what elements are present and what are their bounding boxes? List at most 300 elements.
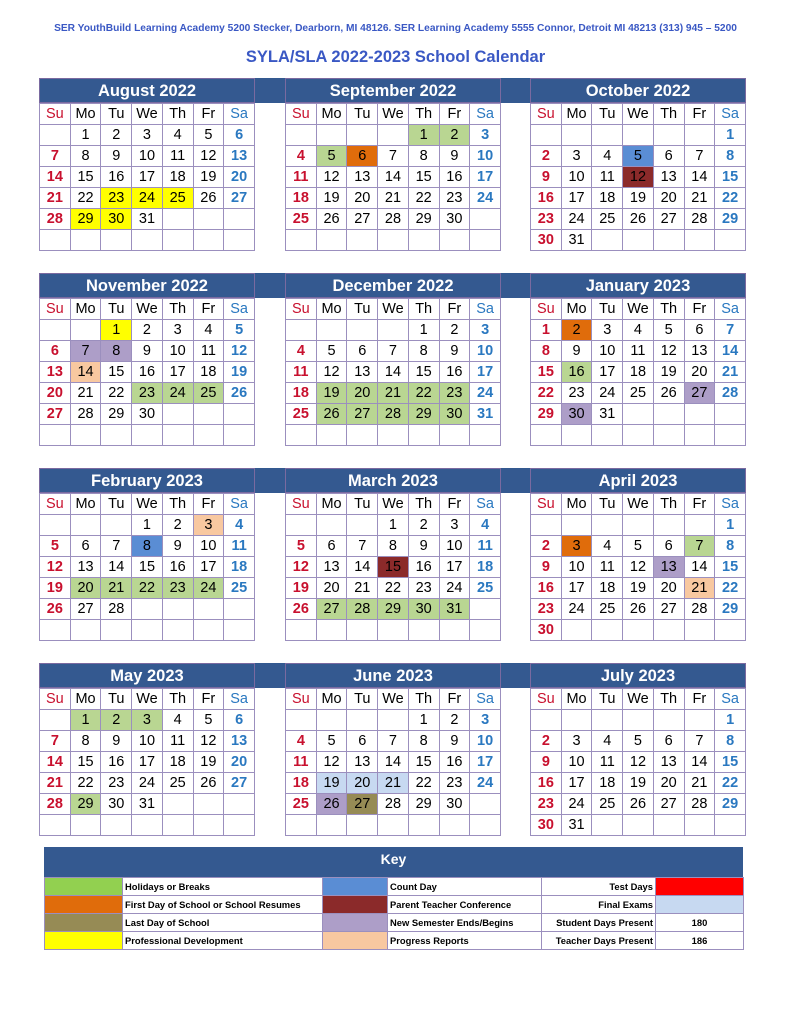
day-cell: 7 [684, 731, 715, 752]
empty-cell [286, 815, 317, 836]
empty-cell [162, 599, 193, 620]
day-cell: 13 [653, 752, 684, 773]
empty-cell [40, 320, 71, 341]
month-title: August 2022 [39, 78, 255, 103]
day-cell: 21 [715, 362, 746, 383]
day-cell: 11 [592, 557, 623, 578]
day-cell: 29 [715, 794, 746, 815]
day-cell: 26 [623, 794, 654, 815]
day-cell: 22 [408, 383, 439, 404]
empty-cell [684, 425, 715, 446]
day-cell: 2 [408, 515, 439, 536]
empty-cell [193, 230, 224, 251]
day-cell: 3 [561, 731, 592, 752]
day-cell: 24 [561, 794, 592, 815]
empty-cell [316, 320, 347, 341]
day-cell: 13 [316, 557, 347, 578]
day-cell: 29 [408, 209, 439, 230]
weekday-header: We [378, 689, 409, 710]
day-cell: 11 [162, 146, 193, 167]
day-cell: 11 [623, 341, 654, 362]
day-cell: 27 [347, 404, 378, 425]
empty-cell [592, 515, 623, 536]
empty-cell [439, 620, 470, 641]
day-cell: 27 [224, 188, 255, 209]
empty-cell [623, 404, 654, 425]
day-cell: 22 [408, 188, 439, 209]
month-table [530, 493, 746, 641]
day-cell: 2 [439, 125, 470, 146]
empty-cell [193, 209, 224, 230]
day-cell: 25 [623, 383, 654, 404]
day-cell: 6 [347, 146, 378, 167]
empty-cell [40, 515, 71, 536]
day-cell: 10 [561, 752, 592, 773]
day-cell: 30 [531, 620, 562, 641]
day-cell: 14 [684, 557, 715, 578]
day-cell: 31 [132, 794, 163, 815]
day-cell: 18 [592, 773, 623, 794]
key-title: Key [44, 847, 743, 877]
day-cell: 7 [40, 146, 71, 167]
empty-cell [347, 710, 378, 731]
day-cell: 9 [101, 731, 132, 752]
empty-cell [101, 815, 132, 836]
empty-cell [470, 794, 501, 815]
day-cell: 24 [193, 578, 224, 599]
day-cell: 15 [132, 557, 163, 578]
day-cell: 1 [715, 125, 746, 146]
day-cell: 23 [531, 209, 562, 230]
day-cell: 28 [684, 599, 715, 620]
day-cell: 28 [378, 209, 409, 230]
day-cell: 26 [286, 599, 317, 620]
day-cell: 1 [408, 320, 439, 341]
empty-cell [653, 620, 684, 641]
day-cell: 1 [715, 710, 746, 731]
day-cell: 5 [286, 536, 317, 557]
day-cell: 17 [470, 167, 501, 188]
empty-cell [715, 425, 746, 446]
day-cell: 5 [40, 536, 71, 557]
empty-cell [408, 425, 439, 446]
school-address-header: SER YouthBuild Learning Academy 5200 Stecker, Dearborn, MI 48126. SER Learning Academy 5555 Connor, Detroit MI 48213 (313) 945 – 5200 [54, 23, 737, 34]
empty-cell [561, 125, 592, 146]
day-cell: 16 [132, 362, 163, 383]
empty-cell [561, 515, 592, 536]
day-cell: 11 [470, 536, 501, 557]
day-cell: 4 [592, 146, 623, 167]
day-cell: 22 [70, 188, 101, 209]
empty-cell [193, 425, 224, 446]
day-cell: 12 [193, 146, 224, 167]
empty-cell [40, 620, 71, 641]
key-label: Progress Reports [388, 932, 542, 950]
empty-cell [653, 125, 684, 146]
day-cell: 4 [470, 515, 501, 536]
day-cell: 19 [316, 383, 347, 404]
day-cell: 11 [286, 362, 317, 383]
key-label: New Semester Ends/Begins [388, 914, 542, 932]
day-cell: 5 [623, 731, 654, 752]
day-cell: 18 [470, 557, 501, 578]
day-cell: 9 [561, 341, 592, 362]
empty-cell [132, 425, 163, 446]
empty-cell [592, 425, 623, 446]
key-label: Final Exams [542, 896, 656, 914]
day-cell: 25 [286, 794, 317, 815]
day-cell: 5 [193, 125, 224, 146]
empty-cell [162, 425, 193, 446]
day-cell: 21 [40, 188, 71, 209]
day-cell: 7 [715, 320, 746, 341]
day-cell: 6 [316, 536, 347, 557]
day-cell: 9 [162, 536, 193, 557]
day-cell: 3 [132, 710, 163, 731]
day-cell: 1 [101, 320, 132, 341]
month-table [285, 298, 501, 446]
key-table [44, 877, 744, 950]
day-cell: 23 [408, 578, 439, 599]
empty-cell [378, 320, 409, 341]
month-table [530, 103, 746, 251]
key-label: Last Day of School [123, 914, 323, 932]
day-cell: 23 [531, 599, 562, 620]
weekday-header: We [378, 104, 409, 125]
empty-cell [70, 620, 101, 641]
weekday-header: Mo [316, 494, 347, 515]
month-title: December 2022 [285, 273, 501, 298]
weekday-header: Fr [439, 689, 470, 710]
day-cell: 9 [531, 752, 562, 773]
day-cell: 27 [653, 794, 684, 815]
empty-cell [224, 599, 255, 620]
key-swatch [656, 878, 744, 896]
weekday-header: Tu [592, 689, 623, 710]
day-cell: 30 [439, 404, 470, 425]
weekday-header: Fr [439, 299, 470, 320]
day-cell: 9 [439, 146, 470, 167]
day-cell: 5 [623, 146, 654, 167]
day-cell: 20 [224, 167, 255, 188]
month-title: April 2023 [530, 468, 746, 493]
day-cell: 23 [439, 773, 470, 794]
day-cell: 20 [40, 383, 71, 404]
day-cell: 20 [347, 188, 378, 209]
day-cell: 1 [132, 515, 163, 536]
day-cell: 23 [101, 188, 132, 209]
day-cell: 11 [592, 167, 623, 188]
empty-cell [347, 515, 378, 536]
empty-cell [653, 710, 684, 731]
day-cell: 24 [470, 383, 501, 404]
day-cell: 11 [193, 341, 224, 362]
day-cell: 11 [592, 752, 623, 773]
day-cell: 22 [101, 383, 132, 404]
empty-cell [224, 230, 255, 251]
day-cell: 29 [408, 794, 439, 815]
empty-cell [653, 815, 684, 836]
day-cell: 7 [378, 341, 409, 362]
day-cell: 17 [592, 362, 623, 383]
day-cell: 20 [224, 752, 255, 773]
month-title: June 2023 [285, 663, 501, 688]
day-cell: 13 [347, 752, 378, 773]
day-cell: 25 [592, 209, 623, 230]
day-cell: 28 [378, 794, 409, 815]
empty-cell [531, 425, 562, 446]
day-cell: 12 [316, 752, 347, 773]
day-cell: 4 [286, 731, 317, 752]
day-cell: 17 [132, 167, 163, 188]
day-cell: 6 [224, 710, 255, 731]
day-cell: 29 [70, 794, 101, 815]
day-cell: 4 [193, 320, 224, 341]
day-cell: 18 [592, 188, 623, 209]
day-cell: 7 [684, 146, 715, 167]
day-cell: 2 [531, 536, 562, 557]
day-cell: 15 [531, 362, 562, 383]
month-october-2022 [530, 78, 746, 251]
day-cell: 20 [653, 773, 684, 794]
day-cell: 2 [162, 515, 193, 536]
month-june-2023 [285, 663, 501, 836]
month-title: January 2023 [530, 273, 746, 298]
empty-cell [224, 620, 255, 641]
key-swatch [45, 896, 123, 914]
weekday-header: Fr [193, 689, 224, 710]
empty-cell [70, 425, 101, 446]
weekday-header: Tu [592, 299, 623, 320]
day-cell: 20 [653, 578, 684, 599]
empty-cell [70, 815, 101, 836]
day-cell: 17 [470, 362, 501, 383]
day-cell: 17 [439, 557, 470, 578]
day-cell: 10 [561, 167, 592, 188]
day-cell: 5 [653, 320, 684, 341]
empty-cell [286, 425, 317, 446]
day-cell: 25 [592, 794, 623, 815]
key-swatch [656, 896, 744, 914]
key-swatch [323, 878, 388, 896]
empty-cell [684, 815, 715, 836]
day-cell: 28 [347, 599, 378, 620]
empty-cell [470, 620, 501, 641]
day-cell: 30 [439, 209, 470, 230]
empty-cell [470, 209, 501, 230]
weekday-header: Sa [715, 689, 746, 710]
day-cell: 12 [286, 557, 317, 578]
day-cell: 24 [439, 578, 470, 599]
day-cell: 10 [470, 146, 501, 167]
day-cell: 7 [684, 536, 715, 557]
day-cell: 16 [439, 752, 470, 773]
day-cell: 14 [347, 557, 378, 578]
day-cell: 13 [224, 146, 255, 167]
day-cell: 7 [378, 146, 409, 167]
day-cell: 10 [592, 341, 623, 362]
weekday-header: Su [286, 104, 317, 125]
legend-key [44, 847, 743, 950]
day-cell: 26 [316, 794, 347, 815]
empty-cell [623, 620, 654, 641]
weekday-header: Sa [470, 689, 501, 710]
day-cell: 13 [684, 341, 715, 362]
day-cell: 12 [623, 167, 654, 188]
weekday-header: Th [408, 494, 439, 515]
empty-cell [684, 404, 715, 425]
weekday-header: Fr [684, 299, 715, 320]
day-cell: 23 [439, 188, 470, 209]
day-cell: 31 [592, 404, 623, 425]
day-cell: 10 [132, 146, 163, 167]
day-cell: 24 [470, 188, 501, 209]
weekday-header: Th [408, 689, 439, 710]
day-cell: 18 [162, 167, 193, 188]
empty-cell [378, 125, 409, 146]
weekday-header: Sa [470, 494, 501, 515]
empty-cell [286, 230, 317, 251]
day-cell: 13 [653, 167, 684, 188]
empty-cell [101, 620, 132, 641]
empty-cell [378, 425, 409, 446]
empty-cell [653, 404, 684, 425]
empty-cell [378, 710, 409, 731]
day-cell: 8 [408, 731, 439, 752]
month-title: July 2023 [530, 663, 746, 688]
month-table [285, 493, 501, 641]
weekday-header: Su [40, 104, 71, 125]
day-cell: 31 [132, 209, 163, 230]
day-cell: 7 [378, 731, 409, 752]
empty-cell [132, 230, 163, 251]
header-band-connector [501, 663, 530, 688]
header-band-connector [501, 273, 530, 298]
day-cell: 17 [162, 362, 193, 383]
day-cell: 1 [408, 710, 439, 731]
empty-cell [684, 125, 715, 146]
day-cell: 31 [439, 599, 470, 620]
day-cell: 1 [408, 125, 439, 146]
day-cell: 6 [70, 536, 101, 557]
empty-cell [561, 425, 592, 446]
day-cell: 17 [470, 752, 501, 773]
day-cell: 20 [653, 188, 684, 209]
empty-cell [162, 209, 193, 230]
key-value: 180 [656, 914, 744, 932]
day-cell: 6 [347, 341, 378, 362]
day-cell: 29 [531, 404, 562, 425]
empty-cell [592, 620, 623, 641]
weekday-header: Su [531, 689, 562, 710]
day-cell: 8 [715, 536, 746, 557]
empty-cell [316, 515, 347, 536]
day-cell: 16 [408, 557, 439, 578]
empty-cell [561, 620, 592, 641]
key-row [45, 914, 744, 932]
empty-cell [592, 815, 623, 836]
day-cell: 14 [684, 167, 715, 188]
day-cell: 31 [561, 230, 592, 251]
weekday-header: Su [531, 494, 562, 515]
weekday-header: Su [286, 689, 317, 710]
day-cell: 20 [684, 362, 715, 383]
weekday-header: Th [653, 104, 684, 125]
day-cell: 22 [378, 578, 409, 599]
day-cell: 23 [561, 383, 592, 404]
empty-cell [132, 599, 163, 620]
empty-cell [531, 710, 562, 731]
day-cell: 28 [684, 794, 715, 815]
weekday-header: Fr [684, 494, 715, 515]
day-cell: 22 [715, 773, 746, 794]
month-table [285, 103, 501, 251]
header-band-connector [255, 468, 285, 493]
weekday-header: We [623, 299, 654, 320]
empty-cell [439, 425, 470, 446]
day-cell: 7 [347, 536, 378, 557]
month-table [530, 298, 746, 446]
day-cell: 13 [40, 362, 71, 383]
day-cell: 12 [40, 557, 71, 578]
day-cell: 3 [162, 320, 193, 341]
empty-cell [561, 710, 592, 731]
day-cell: 1 [531, 320, 562, 341]
day-cell: 4 [286, 146, 317, 167]
day-cell: 27 [70, 599, 101, 620]
day-cell: 17 [132, 752, 163, 773]
weekday-header: Tu [101, 299, 132, 320]
key-row [45, 932, 744, 950]
day-cell: 18 [286, 188, 317, 209]
day-cell: 22 [408, 773, 439, 794]
empty-cell [347, 620, 378, 641]
weekday-header: Sa [224, 299, 255, 320]
empty-cell [40, 710, 71, 731]
day-cell: 25 [286, 209, 317, 230]
day-cell: 28 [715, 383, 746, 404]
empty-cell [162, 815, 193, 836]
day-cell: 2 [101, 125, 132, 146]
day-cell: 8 [378, 536, 409, 557]
key-swatch [45, 932, 123, 950]
day-cell: 10 [470, 731, 501, 752]
day-cell: 18 [592, 578, 623, 599]
empty-cell [684, 710, 715, 731]
weekday-header: Mo [561, 299, 592, 320]
empty-cell [715, 230, 746, 251]
weekday-header: Su [286, 299, 317, 320]
weekday-header: Mo [316, 299, 347, 320]
day-cell: 14 [40, 752, 71, 773]
weekday-header: Su [40, 299, 71, 320]
weekday-header: We [132, 104, 163, 125]
empty-cell [316, 125, 347, 146]
day-cell: 15 [408, 752, 439, 773]
day-cell: 8 [408, 341, 439, 362]
day-cell: 19 [224, 362, 255, 383]
key-swatch [45, 914, 123, 932]
day-cell: 29 [715, 599, 746, 620]
day-cell: 17 [193, 557, 224, 578]
day-cell: 24 [162, 383, 193, 404]
header-band-connector [501, 78, 530, 103]
weekday-header: Mo [70, 689, 101, 710]
day-cell: 6 [224, 125, 255, 146]
empty-cell [439, 230, 470, 251]
day-cell: 11 [286, 752, 317, 773]
key-row [45, 896, 744, 914]
